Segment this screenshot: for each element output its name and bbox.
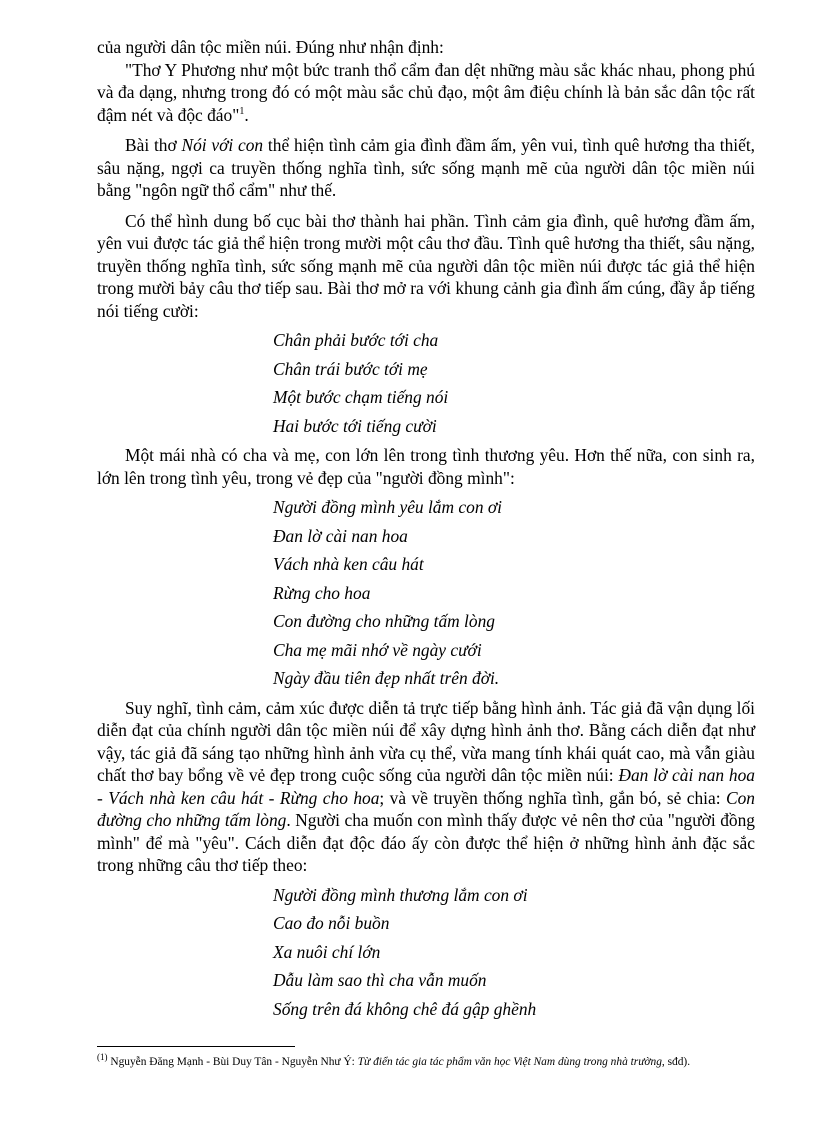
footnote-authors: Nguyễn Đăng Mạnh - Bùi Duy Tân - Nguyễn Như Ý:	[107, 1056, 358, 1068]
poem-line: Rừng cho hoa	[273, 582, 371, 603]
italic-quote: Con đường cho những tấm lòng	[97, 787, 755, 830]
poem-line: Người đồng mình thương lắm con ơi	[273, 884, 528, 905]
poem-stanza-3	[273, 881, 755, 1024]
poem-line: Con đường cho những tấm lòng	[273, 611, 495, 631]
page-body	[97, 36, 755, 1027]
text-run: thể hiện tình cảm gia đình đầm ấm, yên vui, tình quê hương tha thiết, sâu nặng, ngợi ca truyền thống nghĩa tình, sức sống mạnh mẽ của người dân tộc miền núi bằng "ngôn ngữ thổ cẩm" như thế.	[97, 135, 755, 200]
text-run: ; và về truyền thống nghĩa tình, gắn bó, sẻ chia:	[379, 787, 726, 808]
poem-line: Cha mẹ mãi nhớ về ngày cưới	[273, 639, 482, 660]
poem-line: Đan lờ cài nan hoa	[273, 525, 408, 546]
poem-line: Ngày đầu tiên đẹp nhất trên đời.	[273, 668, 500, 688]
footnote-title: Từ điển tác gia tác phẩm văn học Việt Nam dùng trong nhà trường	[357, 1056, 662, 1068]
footnote-end: , sđd).	[661, 1056, 691, 1068]
paragraph: của người dân tộc miền núi. Đúng như nhận định:	[97, 37, 444, 57]
text-run: Bài thơ	[125, 135, 182, 155]
poem-line: Người đồng mình yêu lắm con ơi	[273, 497, 502, 517]
italic-quote: Đan lờ cài nan hoa - Vách nhà ken câu hát - Rừng cho hoa	[97, 765, 755, 808]
paragraph	[97, 697, 755, 877]
footnote-divider	[97, 1046, 295, 1047]
poem-stanza-2	[273, 493, 755, 693]
footnote-mark: (1)	[97, 1052, 108, 1063]
quote-paragraph	[97, 59, 755, 127]
poem-line: Sống trên đá không chê đá gập ghềnh	[273, 998, 537, 1019]
poem-line: Vách nhà ken câu hát	[273, 554, 424, 574]
footnote-reference: 1	[239, 105, 245, 117]
text-run: . Người cha muốn con mình thấy được vẻ nên thơ của "người đồng mình" để mà "yêu". Cách diễn đạt độc đáo ấy còn được thể hiện ở những hình ảnh đặc sắc trong những câu thơ tiếp theo:	[97, 810, 755, 875]
poem-line: Xa nuôi chí lớn	[273, 941, 381, 962]
footnote	[97, 1052, 755, 1070]
poem-stanza-1	[273, 326, 755, 440]
paragraph	[97, 134, 755, 202]
poem-line: Cao đo nỗi buồn	[273, 913, 390, 933]
paragraph: Có thể hình dung bố cục bài thơ thành hai phần. Tình cảm gia đình, quê hương đầm ấm, yên vui được tác giả thể hiện trong mười một câu thơ đầu. Tình quê hương tha thiết, sâu nặng, truyền thống nghĩa tình, sức sống mạnh mẽ của người dân tộc miền núi được tác giả thể hiện trong mười bảy câu thơ tiếp sau. Bài thơ mở ra với khung cảnh gia đình ấm cúng, đầy ắp tiếng nói tiếng cười:	[97, 210, 755, 321]
poem-line: Dẫu làm sao thì cha vẫn muốn	[273, 970, 487, 990]
poem-line: Chân trái bước tới mẹ	[273, 358, 428, 379]
poem-line: Một bước chạm tiếng nói	[273, 387, 449, 407]
poem-title: Nói với con	[181, 135, 264, 155]
quote-text: "Thơ Y Phương như một bức tranh thổ cẩm đan dệt những màu sắc khác nhau, phong phú và đa dạng, nhưng trong đó có một màu sắc chủ đạo, một âm điệu chính là bản sắc dân tộc rất đậm nét và độc đáo"	[97, 59, 755, 125]
poem-line: Chân phải bước tới cha	[273, 330, 439, 350]
paragraph: Một mái nhà có cha và mẹ, con lớn lên trong tình thương yêu. Hơn thế nữa, con sinh ra, lớn lên trong tình yêu, trong vẻ đẹp của "người đồng mình":	[97, 445, 755, 488]
poem-line: Hai bước tới tiếng cười	[273, 415, 437, 436]
text-run: Suy nghĩ, tình cảm, cảm xúc được diễn tả trực tiếp bằng hình ảnh. Tác giả đã vận dụng lối diễn đạt của chính người dân tộc miền núi để xây dựng hình ảnh thơ. Bằng cách diễn đạt như vậy, tác giả đã sáng tạo những hình ảnh vừa cụ thể, vừa mang tính khái quát cao, mà vẫn giàu chất thơ bay bổng về vẻ đẹp trong cuộc sống của người dân tộc miền núi:	[97, 697, 755, 785]
quote-end: .	[244, 104, 249, 125]
